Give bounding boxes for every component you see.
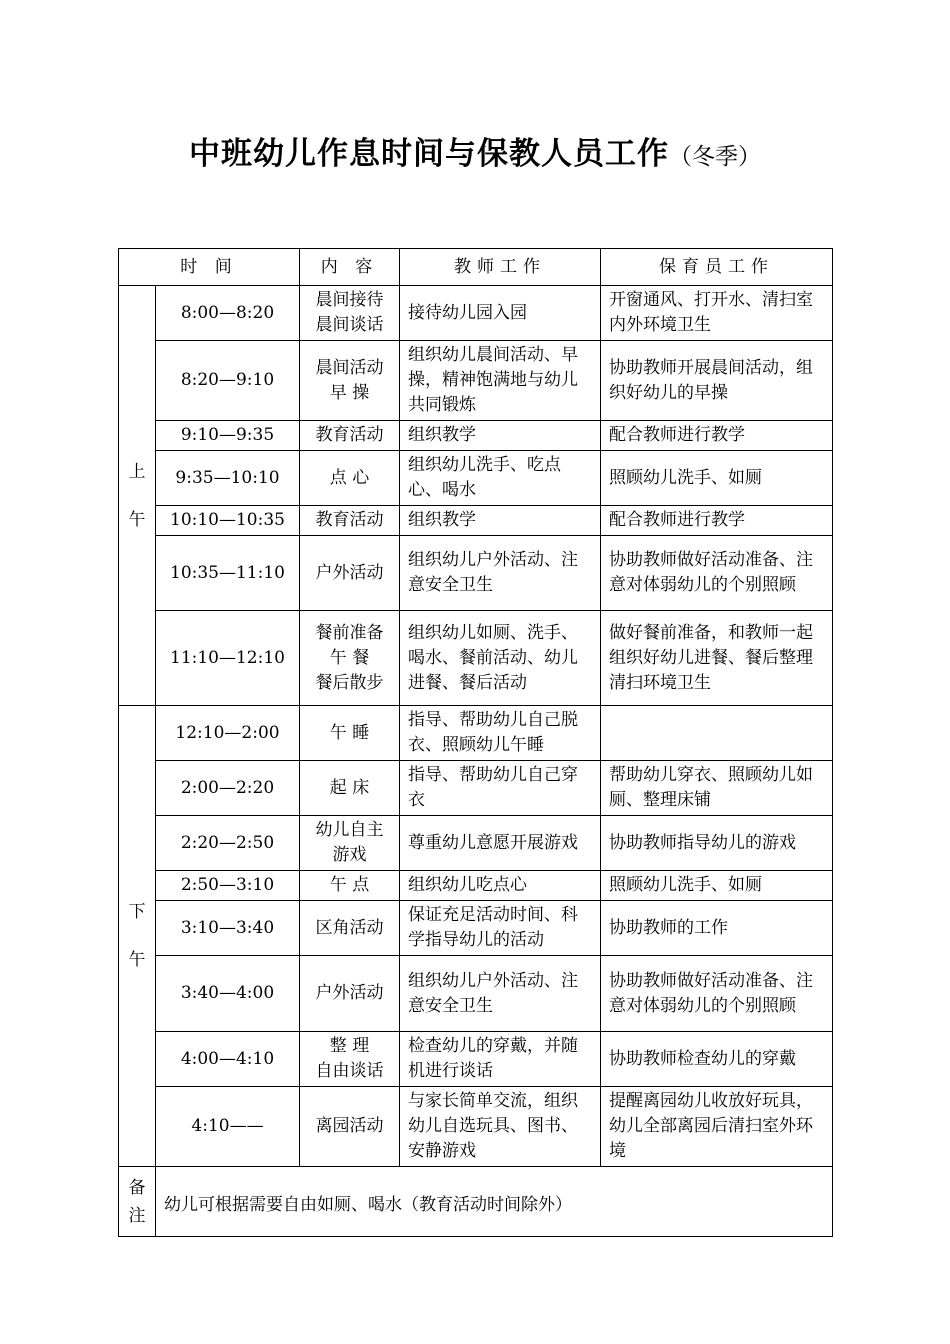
time-cell: 2:20—2:50 (156, 816, 300, 871)
teacher-cell: 组织教学 (400, 506, 601, 536)
teacher-cell: 组织幼儿户外活动、注意安全卫生 (400, 536, 601, 611)
teacher-cell: 组织幼儿户外活动、注意安全卫生 (400, 956, 601, 1032)
time-cell: 3:40—4:00 (156, 956, 300, 1032)
caregiver-cell: 帮助幼儿穿衣、照顾幼儿如厕、整理床铺 (601, 761, 833, 816)
header-row (119, 249, 833, 286)
table-row (119, 956, 833, 1032)
caregiver-cell: 协助教师做好活动准备、注意对体弱幼儿的个别照顾 (601, 956, 833, 1032)
table-row (119, 816, 833, 871)
teacher-cell: 接待幼儿园入园 (400, 286, 601, 341)
content-cell: 区角活动 (300, 901, 400, 956)
note-text: 幼儿可根据需要自由如厕、喝水（教育活动时间除外） (156, 1167, 833, 1237)
note-label: 备注 (119, 1167, 156, 1237)
table-row (119, 536, 833, 611)
content-cell: 晨间活动 早 操 (300, 341, 400, 421)
time-cell: 10:35—11:10 (156, 536, 300, 611)
teacher-cell: 与家长简单交流，组织幼儿自选玩具、图书、安静游戏 (400, 1087, 601, 1167)
table-row (119, 871, 833, 901)
content-cell: 户外活动 (300, 956, 400, 1032)
time-cell: 9:10—9:35 (156, 421, 300, 451)
content-cell: 午 点 (300, 871, 400, 901)
teacher-cell: 尊重幼儿意愿开展游戏 (400, 816, 601, 871)
time-cell: 2:50—3:10 (156, 871, 300, 901)
caregiver-cell: 提醒离园幼儿收放好玩具，幼儿全部离园后清扫室外环境 (601, 1087, 833, 1167)
table-row (119, 706, 833, 761)
caregiver-cell: 照顾幼儿洗手、如厕 (601, 451, 833, 506)
teacher-cell: 组织幼儿洗手、吃点心、喝水 (400, 451, 601, 506)
content-cell: 餐前准备 午 餐 餐后散步 (300, 611, 400, 706)
note-row (119, 1167, 833, 1237)
table-row (119, 506, 833, 536)
header-time: 时 间 (119, 249, 300, 286)
table-row (119, 451, 833, 506)
time-cell: 4:10—— (156, 1087, 300, 1167)
caregiver-cell: 协助教师的工作 (601, 901, 833, 956)
time-cell: 12:10—2:00 (156, 706, 300, 761)
teacher-cell: 保证充足活动时间、科学指导幼儿的活动 (400, 901, 601, 956)
header-content: 内 容 (300, 249, 400, 286)
content-cell: 幼儿自主 游戏 (300, 816, 400, 871)
teacher-cell: 指导、帮助幼儿自己穿衣 (400, 761, 601, 816)
period-afternoon: 下午 (119, 706, 156, 1167)
content-cell: 教育活动 (300, 506, 400, 536)
caregiver-cell: 协助教师检查幼儿的穿戴 (601, 1032, 833, 1087)
time-cell: 10:10—10:35 (156, 506, 300, 536)
caregiver-cell: 做好餐前准备，和教师一起组织好幼儿进餐、餐后整理清扫环境卫生 (601, 611, 833, 706)
caregiver-cell: 照顾幼儿洗手、如厕 (601, 871, 833, 901)
caregiver-cell: 协助教师指导幼儿的游戏 (601, 816, 833, 871)
caregiver-cell (601, 706, 833, 761)
table-row (119, 341, 833, 421)
content-cell: 离园活动 (300, 1087, 400, 1167)
header-caregiver: 保育员工作 (601, 249, 833, 286)
title-season: （冬季） (669, 144, 761, 170)
caregiver-cell: 协助教师开展晨间活动，组织好幼儿的早操 (601, 341, 833, 421)
content-cell: 整 理 自由谈话 (300, 1032, 400, 1087)
time-cell: 4:00—4:10 (156, 1032, 300, 1087)
table-row (119, 611, 833, 706)
caregiver-cell: 配合教师进行教学 (601, 506, 833, 536)
period-morning: 上午 (119, 286, 156, 706)
table-row (119, 1032, 833, 1087)
table-row (119, 421, 833, 451)
content-cell: 晨间接待 晨间谈话 (300, 286, 400, 341)
schedule-table (118, 248, 833, 1237)
time-cell: 8:20—9:10 (156, 341, 300, 421)
caregiver-cell: 配合教师进行教学 (601, 421, 833, 451)
content-cell: 户外活动 (300, 536, 400, 611)
table-row (119, 286, 833, 341)
time-cell: 2:00—2:20 (156, 761, 300, 816)
teacher-cell: 组织幼儿晨间活动、早操，精神饱满地与幼儿共同锻炼 (400, 341, 601, 421)
table-row (119, 901, 833, 956)
content-cell: 起 床 (300, 761, 400, 816)
table-row (119, 1087, 833, 1167)
content-cell: 点 心 (300, 451, 400, 506)
teacher-cell: 检查幼儿的穿戴，并随机进行谈话 (400, 1032, 601, 1087)
teacher-cell: 组织幼儿如厕、洗手、喝水、餐前活动、幼儿进餐、餐后活动 (400, 611, 601, 706)
teacher-cell: 指导、帮助幼儿自己脱衣、照顾幼儿午睡 (400, 706, 601, 761)
time-cell: 8:00—8:20 (156, 286, 300, 341)
time-cell: 3:10—3:40 (156, 901, 300, 956)
teacher-cell: 组织幼儿吃点心 (400, 871, 601, 901)
content-cell: 午 睡 (300, 706, 400, 761)
content-cell: 教育活动 (300, 421, 400, 451)
teacher-cell: 组织教学 (400, 421, 601, 451)
title-main: 中班幼儿作息时间与保教人员工作 (189, 136, 669, 172)
header-teacher: 教师工作 (400, 249, 601, 286)
time-cell: 9:35—10:10 (156, 451, 300, 506)
table-row (119, 761, 833, 816)
caregiver-cell: 开窗通风、打开水、清扫室内外环境卫生 (601, 286, 833, 341)
page-title (0, 128, 950, 173)
time-cell: 11:10—12:10 (156, 611, 300, 706)
caregiver-cell: 协助教师做好活动准备、注意对体弱幼儿的个别照顾 (601, 536, 833, 611)
